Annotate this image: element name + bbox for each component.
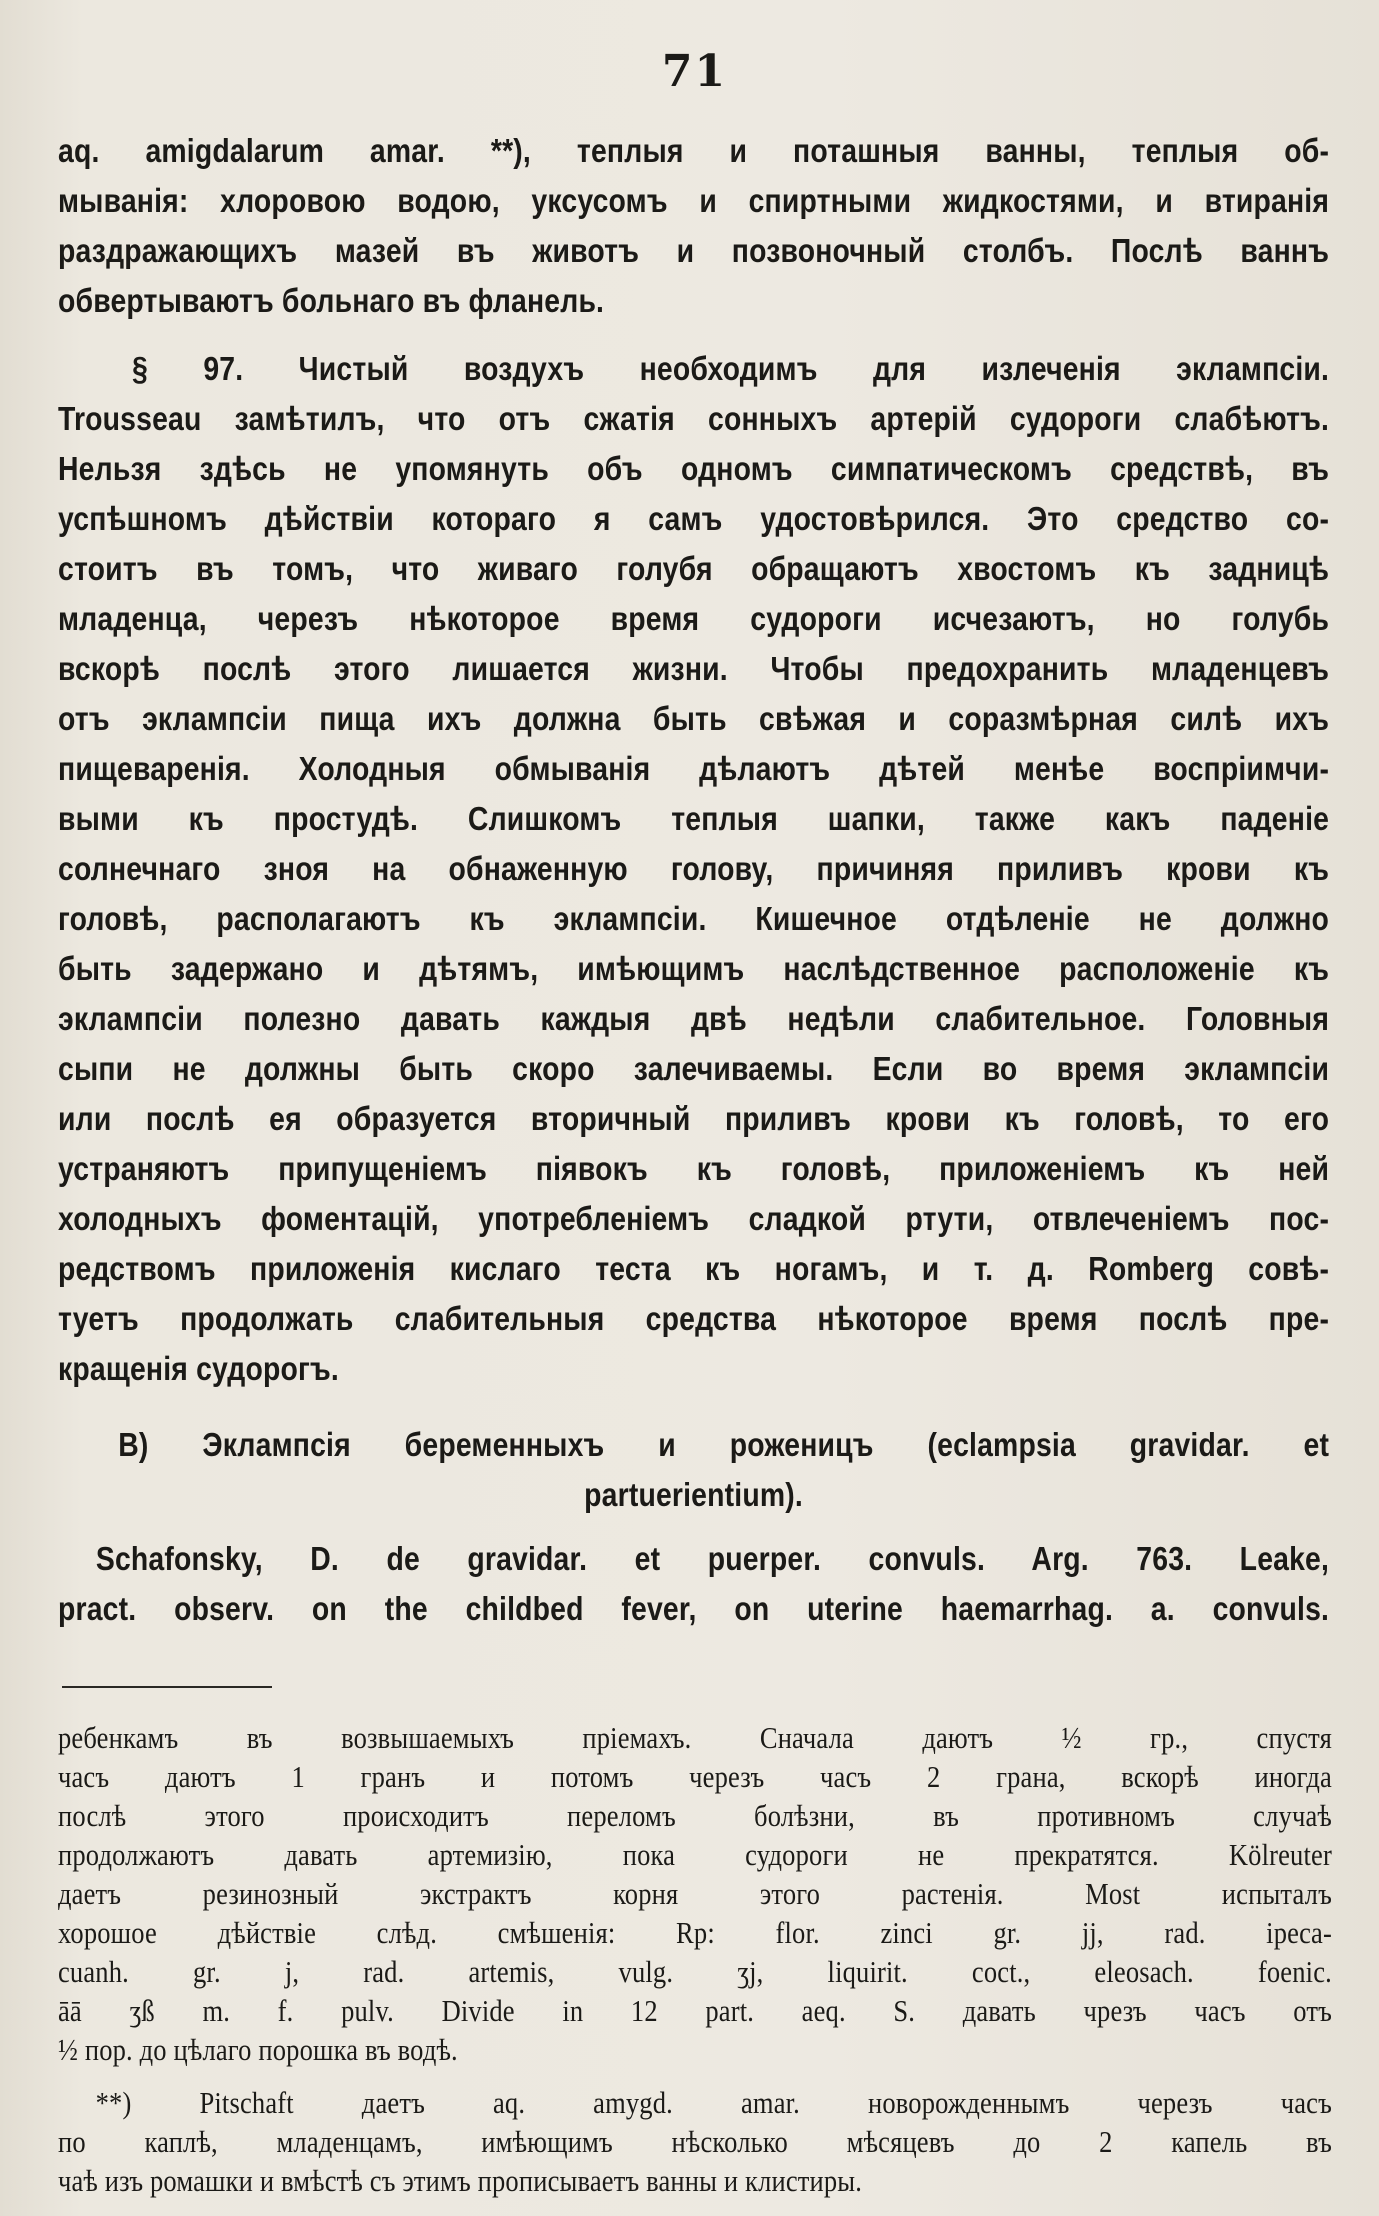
text-line: мыванія: хлоровою водою, уксусомъ и спиртными жидкостями, и втиранія [58, 182, 1330, 219]
footnote-divider [62, 1686, 272, 1688]
text-line: головѣ, располагаютъ къ эклампсіи. Кишечное отдѣленіе не должно [58, 900, 1330, 937]
footnote-line: часъ даютъ 1 гранъ и потомъ черезъ часъ 2 грана, вскорѣ иногда [58, 1759, 1332, 1794]
footnote-line: хорошое дѣйствіе слѣд. смѣшенія: Rp: flor. zinci gr. jj, rad. ipeca- [58, 1915, 1332, 1950]
text-line: стоитъ въ томъ, что живаго голубя обращаютъ хвостомъ къ задницѣ [58, 550, 1330, 587]
text-line: отъ эклампсіи пища ихъ должна быть свѣжая и соразмѣрная силѣ ихъ [58, 700, 1330, 737]
text-line: Нельзя здѣсь не упомянуть объ одномъ симпатическомъ средствѣ, въ [58, 450, 1330, 487]
text-line: туетъ продолжать слабительныя средства нѣкоторое время послѣ пре- [58, 1300, 1330, 1337]
text-line: младенца, черезъ нѣкоторое время судороги исчезаютъ, но голубь [58, 600, 1330, 637]
text-line: кращенія судорогъ. [58, 1350, 339, 1387]
footnote-line: āā ʒß m. f. pulv. Divide in 12 part. aeq. S. давать чрезъ часъ отъ [58, 1993, 1332, 2028]
footnote-line: продолжаютъ давать артемизію, пока судороги не прекратятся. Kölreuter [58, 1837, 1332, 1872]
footnote-line: **) Pitschaft даетъ aq. amygd. amar. новорожденнымъ черезъ часъ [95, 2085, 1332, 2120]
text-line: обвертываютъ больнаго въ фланель. [58, 282, 605, 319]
footnote-double-star [58, 2083, 1331, 2200]
main-text [58, 126, 1331, 1634]
subheading-line: partuerientium). [584, 1476, 803, 1513]
text-line: § 97. Чистый воздухъ необходимъ для излеченія эклампсіи. [131, 350, 1330, 387]
text-line: холодныхъ фоментацій, употребленіемъ сладкой ртути, отвлеченіемъ пос- [58, 1200, 1330, 1237]
bibliography-line: pract. observ. on the childbed fever, on uterine haemarrhag. a. convuls. [58, 1590, 1330, 1627]
text-line: сыпи не должны быть скоро залечиваемы. Если во время эклампсіи [58, 1050, 1330, 1087]
text-line: пищеваренія. Холодныя обмыванія дѣлаютъ дѣтей менѣе воспріимчи- [58, 750, 1330, 787]
footnotes [58, 1718, 1331, 2200]
text-line: выми къ простудѣ. Слишкомъ теплыя шапки, также какъ паденіе [58, 800, 1330, 837]
text-line: вскорѣ послѣ этого лишается жизни. Чтобы предохранить младенцевъ [58, 650, 1330, 687]
footnote-line: даетъ резинозный экстрактъ корня этого растенія. Most испыталъ [58, 1876, 1332, 1911]
page-number: 71 [661, 46, 728, 97]
footnote-line: cuanh. gr. j, rad. artemis, vulg. ʒj, liquirit. coct., eleosach. foenic. [58, 1954, 1332, 1989]
text-line: быть задержано и дѣтямъ, имѣющимъ наслѣдственное расположеніе къ [58, 950, 1330, 987]
footnote-line: чаѣ изъ ромашки и вмѣстѣ съ этимъ прописываетъ ванны и клистиры. [58, 2163, 863, 2198]
subheading-line: B) Эклампсія беременныхъ и роженицъ (eclampsia gravidar. et [118, 1426, 1330, 1463]
paragraph-continuation [58, 126, 1331, 326]
text-line: aq. amigdalarum amar. **), теплыя и поташныя ванны, теплыя об- [58, 132, 1330, 169]
text-line: успѣшномъ дѣйствіи котораго я самъ удостовѣрился. Это средство со- [58, 500, 1330, 537]
footnote-line: послѣ этого происходитъ переломъ болѣзни, въ противномъ случаѣ [58, 1798, 1332, 1833]
footnote-continuation [58, 1718, 1331, 2069]
text-line: редствомъ приложенія кислаго теста къ ногамъ, и т. д. Romberg совѣ- [58, 1250, 1330, 1287]
bibliography-line: Schafonsky, D. de gravidar. et puerper. convuls. Arg. 763. Leake, [95, 1540, 1330, 1577]
text-line: раздражающихъ мазей въ животъ и позвоночный столбъ. Послѣ ваннъ [58, 232, 1330, 269]
paragraph-section-97 [58, 344, 1331, 1394]
text-line: эклампсіи полезно давать каждыя двѣ недѣли слабительное. Головныя [58, 1000, 1330, 1037]
bibliography [58, 1534, 1331, 1634]
footnote-line: по каплѣ, младенцамъ, имѣющимъ нѣсколько мѣсяцевъ до 2 капель въ [58, 2124, 1332, 2159]
text-line: Trousseau замѣтилъ, что отъ сжатія сонныхъ артерій судороги слабѣютъ. [58, 400, 1330, 437]
text-line: устраняютъ припущеніемъ піявокъ къ головѣ, приложеніемъ къ ней [58, 1150, 1330, 1187]
footnote-line: ½ пор. до цѣлаго порошка въ водѣ. [58, 2032, 458, 2067]
footnote-line: ребенкамъ въ возвышаемыхъ пріемахъ. Сначала даютъ ½ гр., спустя [58, 1720, 1332, 1755]
section-subheading [58, 1420, 1331, 1520]
text-line: солнечнаго зноя на обнаженную голову, причиняя приливъ крови къ [58, 850, 1330, 887]
text-line: или послѣ ея образуется вторичный приливъ крови къ головѣ, то его [58, 1100, 1330, 1137]
footnote-gap [58, 2069, 1331, 2083]
